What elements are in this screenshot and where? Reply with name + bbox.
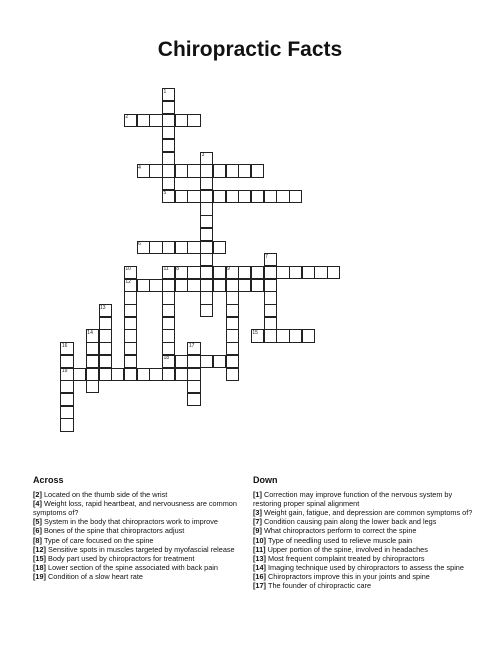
grid-cell[interactable] — [162, 279, 175, 292]
clue-number: 2 — [125, 114, 129, 120]
clue-number: 18 — [163, 355, 170, 362]
grid-cell[interactable] — [289, 329, 302, 342]
clue-number-label: [8] — [33, 535, 44, 545]
grid-cell[interactable] — [276, 190, 289, 203]
clue-text: Most frequent complaint treated by chiropractors — [268, 553, 425, 563]
across-clue — [33, 563, 238, 572]
grid-cell[interactable] — [187, 114, 200, 127]
grid-cell[interactable] — [187, 266, 200, 279]
grid-cell[interactable] — [213, 241, 226, 254]
clue-number: 7 — [265, 253, 268, 260]
clue-number-label: [15] — [33, 553, 49, 563]
clue-text: System in the body that chiropractors work to improve — [43, 517, 218, 527]
down-clue — [253, 517, 473, 526]
grid-cell[interactable] — [175, 368, 188, 381]
grid-cell[interactable] — [187, 190, 200, 203]
grid-cell[interactable] — [264, 329, 277, 342]
grid-cell[interactable] — [238, 164, 251, 177]
grid-cell[interactable] — [226, 190, 239, 203]
down-clue — [253, 490, 473, 508]
grid-cell[interactable] — [226, 291, 239, 304]
clue-number: 4 — [138, 164, 141, 171]
clue-number-label: [19] — [33, 571, 49, 581]
grid-cell[interactable] — [175, 355, 188, 368]
grid-cell[interactable] — [149, 241, 162, 254]
clue-number-label: [12] — [33, 544, 49, 554]
clue-text: Condition of a slow heart rate — [48, 571, 143, 581]
grid-cell[interactable] — [200, 253, 213, 266]
clue-number-label: [18] — [33, 562, 49, 572]
grid-cell[interactable] — [251, 279, 264, 292]
clue-text: The founder of chiropractic care — [268, 581, 372, 591]
grid-cell[interactable] — [264, 317, 277, 330]
down-clue — [253, 572, 473, 581]
down-clue — [253, 526, 473, 535]
grid-cell[interactable] — [238, 279, 251, 292]
clue-number: 6 — [138, 241, 141, 247]
grid-cell[interactable] — [200, 266, 213, 279]
grid-cell[interactable] — [289, 266, 302, 279]
grid-cell[interactable] — [137, 279, 150, 292]
grid-cell[interactable] — [302, 266, 315, 279]
clue-number: 12 — [125, 279, 131, 286]
across-clue — [33, 526, 238, 535]
grid-cell[interactable] — [251, 190, 264, 203]
grid-cell[interactable] — [226, 342, 239, 355]
grid-cell[interactable] — [226, 329, 239, 342]
grid-cell[interactable] — [187, 368, 200, 381]
grid-cell[interactable] — [162, 139, 175, 152]
grid-cell[interactable] — [200, 304, 213, 317]
grid-cell[interactable] — [86, 380, 99, 393]
grid-cell[interactable] — [187, 164, 200, 177]
clue-number: 9 — [227, 266, 230, 273]
grid-cell[interactable] — [124, 342, 137, 355]
grid-cell[interactable] — [327, 266, 340, 279]
grid-cell[interactable] — [162, 342, 175, 355]
grid-cell[interactable] — [99, 329, 112, 342]
grid-cell[interactable] — [213, 355, 226, 368]
clue-text: Weight loss, rapid heartbeat, and nervousness are common symptoms of? — [33, 499, 237, 518]
clue-number-label: [7] — [253, 517, 264, 527]
grid-cell[interactable] — [162, 101, 175, 114]
clue-text: Body part used by chiropractors for treatment — [48, 553, 195, 563]
grid-cell[interactable] — [226, 355, 239, 368]
grid-cell[interactable] — [73, 368, 86, 381]
grid-cell[interactable] — [264, 266, 277, 279]
grid-cell[interactable] — [162, 177, 175, 190]
grid-cell[interactable] — [162, 152, 175, 165]
grid-cell[interactable] — [124, 291, 137, 304]
clue-text: Weight gain, fatigue, and depression are common symptoms of? — [263, 508, 473, 518]
grid-cell[interactable] — [276, 329, 289, 342]
clue-number: 16 — [61, 342, 68, 349]
grid-cell[interactable] — [99, 317, 112, 330]
grid-cell[interactable] — [200, 164, 213, 177]
grid-cell[interactable] — [162, 304, 175, 317]
grid-cell[interactable] — [251, 164, 264, 177]
grid-cell[interactable] — [124, 355, 137, 368]
clue-number: 3 — [201, 152, 205, 159]
grid-cell[interactable] — [111, 368, 124, 381]
grid-cell[interactable] — [213, 190, 226, 203]
clue-text: What chiropractors perform to correct the spine — [263, 526, 417, 536]
grid-cell[interactable] — [187, 279, 200, 292]
across-clue — [33, 554, 238, 563]
grid-cell[interactable] — [60, 393, 73, 406]
clue-number-label: [13] — [253, 553, 269, 563]
across-clue — [33, 545, 238, 554]
across-clue — [33, 499, 238, 517]
grid-cell[interactable] — [162, 368, 175, 381]
clue-number-label: [11] — [253, 544, 268, 554]
clue-text: Imaging technique used by chiropractors to assess the spine — [268, 562, 464, 572]
grid-cell[interactable] — [124, 329, 137, 342]
grid-cell[interactable] — [264, 291, 277, 304]
clue-text: Sensitive spots in muscles targeted by myofascial release — [48, 544, 235, 554]
grid-cell[interactable] — [162, 317, 175, 330]
down-clue — [253, 508, 473, 517]
grid-cell[interactable] — [124, 304, 137, 317]
grid-cell[interactable] — [200, 215, 213, 228]
grid-cell[interactable] — [137, 368, 150, 381]
grid-cell[interactable] — [238, 190, 251, 203]
across-clue — [33, 517, 238, 526]
grid-cell[interactable] — [213, 164, 226, 177]
grid-cell[interactable] — [175, 279, 188, 292]
grid-cell[interactable] — [238, 266, 251, 279]
down-clues — [253, 476, 473, 590]
clue-number-label: [16] — [253, 571, 269, 581]
grid-cell[interactable] — [175, 164, 188, 177]
down-clue — [253, 536, 473, 545]
clue-number-label: [14] — [253, 562, 269, 572]
clue-number-label: [4] — [33, 499, 44, 509]
clue-text: Bones of the spine that chiropractors adjust — [43, 526, 185, 536]
grid-cell[interactable] — [200, 228, 213, 241]
grid-cell[interactable] — [162, 291, 175, 304]
grid-cell[interactable] — [314, 266, 327, 279]
grid-cell[interactable] — [251, 266, 264, 279]
grid-cell[interactable] — [137, 114, 150, 127]
clue-number-label: [5] — [33, 517, 44, 527]
grid-cell[interactable] — [226, 368, 239, 381]
grid-cell[interactable] — [124, 368, 137, 381]
clue-text: Correction may improve function of the nervous system by restoring proper spinal alignment — [253, 490, 453, 509]
grid-cell[interactable] — [200, 202, 213, 215]
grid-cell[interactable] — [213, 279, 226, 292]
grid-cell[interactable] — [226, 164, 239, 177]
clue-number: 19 — [61, 368, 68, 374]
grid-cell[interactable] — [60, 380, 73, 393]
grid-cell[interactable] — [264, 304, 277, 317]
grid-cell[interactable] — [200, 279, 213, 292]
across-heading: Across — [33, 475, 64, 485]
grid-cell[interactable] — [175, 114, 188, 127]
clue-text: Located on the thumb side of the wrist — [43, 490, 168, 500]
grid-cell[interactable] — [60, 355, 73, 368]
down-clue — [253, 545, 473, 554]
grid-cell[interactable] — [162, 329, 175, 342]
across-clue — [33, 536, 238, 545]
clue-number: 10 — [125, 266, 131, 273]
grid-cell[interactable] — [226, 279, 239, 292]
grid-cell[interactable] — [86, 368, 99, 381]
clue-number: 14 — [87, 329, 93, 336]
clue-number-label: [1] — [253, 490, 264, 500]
clue-number: 5 — [163, 190, 167, 197]
grid-cell[interactable] — [200, 177, 213, 190]
clue-text: Upper portion of the spine, involved in headaches — [267, 544, 428, 554]
grid-cell[interactable] — [302, 329, 315, 342]
clue-number-label: [3] — [253, 508, 264, 518]
clue-number-label: [6] — [33, 526, 44, 536]
grid-cell[interactable] — [200, 355, 213, 368]
clue-text: Type of needling used to relieve muscle pain — [268, 535, 413, 545]
across-clues — [33, 476, 238, 581]
grid-cell[interactable] — [99, 355, 112, 368]
clue-text: Type of care focused on the spine — [43, 535, 154, 545]
grid-cell[interactable] — [175, 190, 188, 203]
grid-cell[interactable] — [162, 164, 175, 177]
clue-text: Condition causing pain along the lower back and legs — [263, 517, 437, 527]
grid-cell[interactable] — [99, 342, 112, 355]
clue-number: 17 — [188, 342, 195, 349]
clue-number-label: [10] — [253, 535, 269, 545]
grid-cell[interactable] — [149, 368, 162, 381]
across-clue — [33, 572, 238, 581]
grid-cell[interactable] — [276, 266, 289, 279]
grid-cell[interactable] — [162, 241, 175, 254]
clue-number: 8 — [176, 266, 179, 273]
across-clue — [33, 490, 238, 499]
grid-cell[interactable] — [149, 279, 162, 292]
grid-cell[interactable] — [200, 291, 213, 304]
grid-cell[interactable] — [187, 355, 200, 368]
clue-number-label: [2] — [33, 490, 44, 500]
clue-number: 15 — [252, 329, 258, 336]
down-clue — [253, 581, 473, 590]
clue-number-label: [9] — [253, 526, 264, 536]
clue-text: Chiropractors improve this in your joints and spine — [268, 571, 430, 581]
down-heading: Down — [253, 475, 278, 485]
grid-cell[interactable] — [86, 342, 99, 355]
grid-cell[interactable] — [60, 418, 73, 431]
grid-cell[interactable] — [200, 190, 213, 203]
puzzle-title: Chiropractic Facts — [157, 38, 343, 61]
clue-number-label: [17] — [253, 581, 269, 591]
down-clue — [253, 554, 473, 563]
clue-text: Lower section of the spine associated with back pain — [48, 562, 218, 572]
grid-cell[interactable] — [213, 266, 226, 279]
grid-cell[interactable] — [149, 114, 162, 127]
grid-cell[interactable] — [187, 380, 200, 393]
grid-cell[interactable] — [124, 317, 137, 330]
grid-cell[interactable] — [99, 368, 112, 381]
grid-cell[interactable] — [60, 406, 73, 419]
grid-cell[interactable] — [226, 317, 239, 330]
down-clue — [253, 563, 473, 572]
grid-cell[interactable] — [264, 279, 277, 292]
grid-cell[interactable] — [264, 190, 277, 203]
grid-cell[interactable] — [200, 241, 213, 254]
grid-cell[interactable] — [187, 241, 200, 254]
grid-cell[interactable] — [162, 114, 175, 127]
clue-number: 1 — [163, 88, 167, 95]
grid-cell[interactable] — [187, 393, 200, 406]
clue-number: 13 — [100, 304, 106, 311]
grid-cell[interactable] — [149, 164, 162, 177]
grid-cell[interactable] — [86, 355, 99, 368]
grid-cell[interactable] — [162, 126, 175, 139]
grid-cell[interactable] — [226, 304, 239, 317]
clue-number: 11 — [163, 266, 169, 273]
grid-cell[interactable] — [175, 241, 188, 254]
grid-cell[interactable] — [289, 190, 302, 203]
